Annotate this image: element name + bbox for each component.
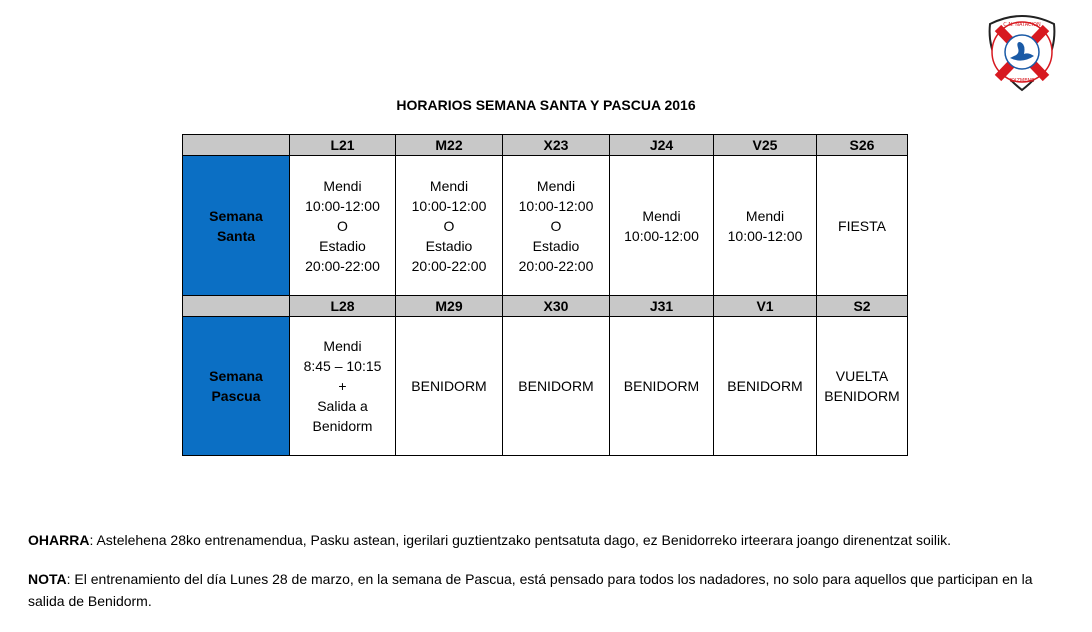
cell-line: VUELTA — [835, 368, 889, 384]
note-oharra — [28, 529, 1068, 551]
cell-line: Mendi — [323, 177, 362, 194]
schedule-cell — [396, 156, 503, 296]
row-label-line: Semana — [209, 368, 263, 384]
cell-line: 10:00-12:00 — [411, 197, 487, 214]
day-header: V25 — [714, 135, 817, 156]
day-header: S2 — [817, 296, 908, 317]
day-header: J31 — [610, 296, 714, 317]
cell-line: 10:00-12:00 — [305, 197, 380, 214]
header-corner — [183, 296, 290, 317]
cell-line: Mendi — [323, 338, 362, 354]
cell-line: BENIDORM — [623, 378, 700, 394]
cell-line: + — [338, 378, 347, 394]
cell-line: Mendi — [745, 207, 785, 224]
cell-line: BENIDORM — [411, 378, 487, 394]
schedule-cell — [290, 317, 396, 456]
schedule-cell — [503, 317, 610, 456]
day-header: S26 — [817, 135, 908, 156]
cell-line: Salida a — [317, 398, 368, 414]
row-label-line: Santa — [216, 227, 256, 244]
page-title: HORARIOS SEMANA SANTA Y PASCUA 2016 — [396, 97, 696, 113]
schedule-cell — [817, 317, 908, 456]
cell-line: Estadio — [532, 237, 580, 254]
cell-line: Mendi — [642, 207, 681, 224]
day-header: X30 — [503, 296, 610, 317]
schedule-cell — [610, 317, 714, 456]
schedule-cell — [610, 156, 714, 296]
cell-line: BENIDORM — [518, 378, 594, 394]
cell-line: O — [443, 217, 455, 234]
logo-text-top: C.N. NATACION — [1003, 22, 1041, 28]
schedule-cell — [817, 156, 908, 296]
day-header: L28 — [290, 296, 396, 317]
note-nota — [28, 568, 1068, 612]
row-label-semana-pascua — [183, 317, 290, 456]
week1-row — [183, 156, 908, 296]
note-oharra-label: OHARRA — [28, 532, 90, 548]
cell-line: Mendi — [536, 177, 576, 194]
schedule-cell — [503, 156, 610, 296]
club-logo — [984, 12, 1060, 92]
cell-line: O — [337, 217, 348, 234]
row-label-line: Semana — [209, 207, 263, 224]
logo-text-bottom: IDIZMENE — [1009, 78, 1035, 84]
row-label-semana-santa — [183, 156, 290, 296]
cell-line: Mendi — [429, 177, 469, 194]
cell-line: 20:00-22:00 — [305, 257, 380, 274]
day-header: M29 — [396, 296, 503, 317]
day-header: J24 — [610, 135, 714, 156]
cell-line: 10:00-12:00 — [518, 197, 594, 214]
cell-line: Estadio — [425, 237, 473, 254]
week1-header-row — [183, 135, 908, 156]
cell-line: 10:00-12:00 — [624, 227, 699, 244]
note-nota-label: NOTA — [28, 571, 67, 587]
day-header: M22 — [396, 135, 503, 156]
cell-line: 8:45 – 10:15 — [303, 358, 382, 374]
cell-line: 20:00-22:00 — [411, 257, 487, 274]
week2-row — [183, 317, 908, 456]
week2-header-row — [183, 296, 908, 317]
cell-line: Benidorm — [312, 418, 373, 434]
header-corner — [183, 135, 290, 156]
cell-line: BENIDORM — [824, 388, 900, 404]
day-header: V1 — [714, 296, 817, 317]
cell-line: 10:00-12:00 — [727, 227, 803, 244]
schedule-cell — [714, 156, 817, 296]
cell-line: O — [550, 217, 562, 234]
note-nota-text: : El entrenamiento del día Lunes 28 de marzo, en la semana de Pascua, está pensado para todos los nadadores, no solo para aquellos que participan en la salida de Benidorm. — [28, 571, 1033, 609]
cell-line: Estadio — [319, 237, 366, 254]
schedule-cell — [396, 317, 503, 456]
schedule-cell — [714, 317, 817, 456]
cell-line: FIESTA — [838, 217, 886, 234]
schedule-table — [182, 134, 908, 456]
schedule-cell — [290, 156, 396, 296]
cell-line: BENIDORM — [727, 378, 803, 394]
day-header: L21 — [290, 135, 396, 156]
row-label-line: Pascua — [211, 388, 261, 404]
day-header: X23 — [503, 135, 610, 156]
note-oharra-text: : Astelehena 28ko entrenamendua, Pasku astean, igerilari guztientzako pentsatuta dago, ez Benidorreko irteerara joango direnentzat soilik. — [89, 532, 951, 548]
cell-line: 20:00-22:00 — [518, 257, 594, 274]
